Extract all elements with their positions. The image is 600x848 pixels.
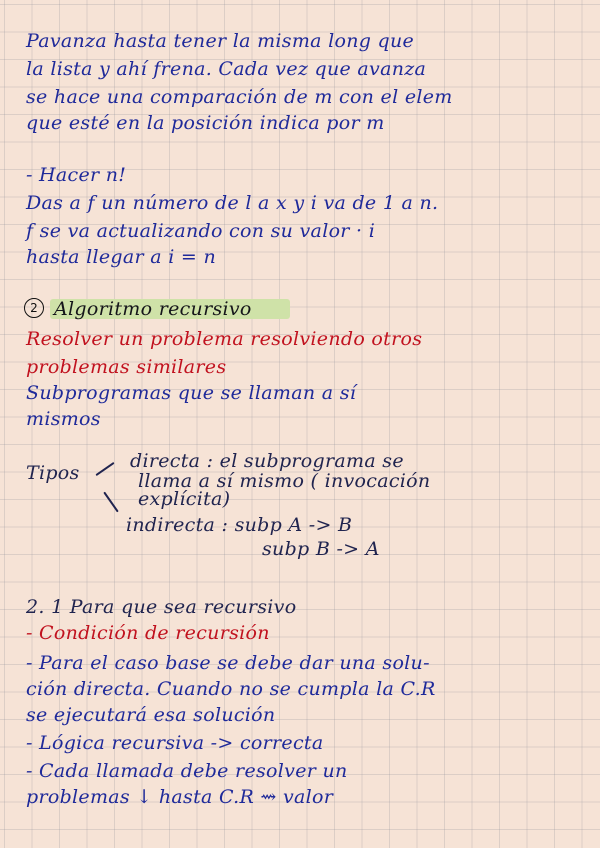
text-line: indirecta : subp A -> B (126, 514, 353, 536)
text-line-red: problemas similares (26, 356, 227, 378)
subsection-heading: 2. 1 Para que sea recursivo (26, 596, 297, 618)
text-line: Pavanza hasta tener la misma long que (26, 30, 415, 52)
text-line-red: - Condición de recursión (26, 622, 270, 644)
text-line: - Para el caso base se debe dar una solu- (26, 652, 430, 674)
text-line: Das a f un número de l a x y i va de 1 a n. (26, 192, 439, 214)
text-line: mismos (26, 408, 101, 430)
branch-line-up (95, 462, 114, 476)
section-heading: Algoritmo recursivo (54, 298, 252, 320)
section-number-circle: 2 (24, 298, 44, 318)
text-line: se ejecutará esa solución (26, 704, 276, 726)
text-line: directa : el subprograma se (130, 450, 404, 472)
text-line: subp B -> A (262, 538, 380, 560)
branch-line-down (103, 492, 118, 513)
text-line-red: Resolver un problema resolviendo otros (26, 328, 423, 350)
text-line: ción directa. Cuando no se cumpla la C.R (26, 678, 436, 700)
text-line: - Cada llamada debe resolver un (26, 760, 348, 782)
types-label: Tipos (26, 462, 80, 484)
text-line: que esté en la posición indica por m (26, 112, 385, 134)
text-line: f se va actualizando con su valor · i (26, 220, 376, 242)
text-line: - Hacer n! (26, 164, 127, 186)
text-line: se hace una comparación de m con el elem (26, 86, 453, 108)
text-line: - Lógica recursiva -> correcta (26, 732, 324, 754)
text-line: la lista y ahí frena. Cada vez que avanza (26, 58, 427, 80)
text-line: explícita) (138, 488, 231, 510)
text-line: hasta llegar a i = n (26, 246, 217, 268)
text-line: problemas ↓ hasta C.R ⇝ valor (26, 786, 334, 808)
text-line: Subprogramas que se llaman a sí (26, 382, 357, 404)
text-line: llama a sí mismo ( invocación (138, 470, 431, 492)
